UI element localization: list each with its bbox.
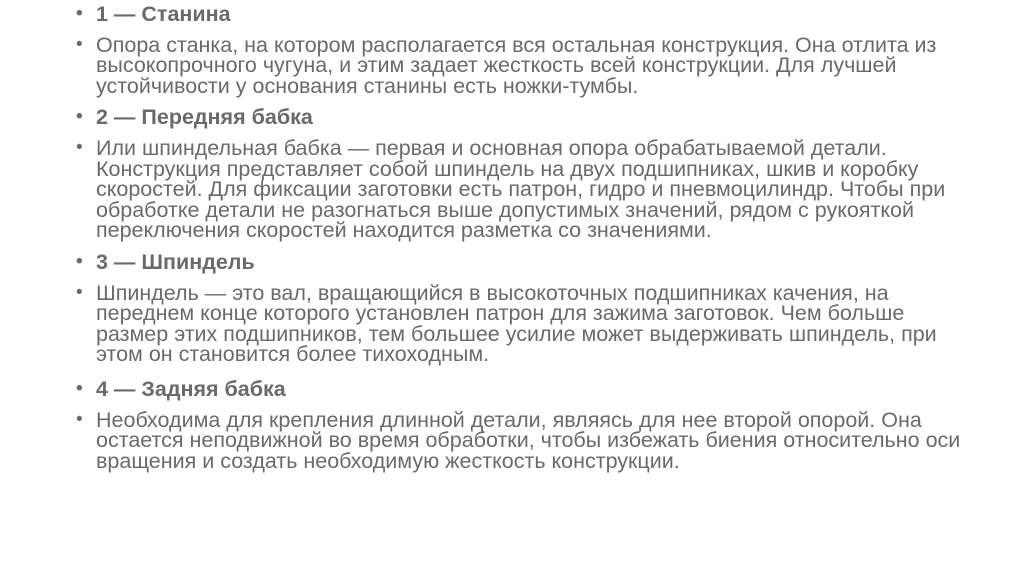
paragraph-front-headstock: [76, 135, 976, 243]
bullet-marker: •: [76, 250, 83, 272]
paragraph-stanina: [76, 32, 976, 98]
bullet-marker: •: [76, 3, 83, 24]
heading-text: 1 — Станина: [96, 2, 231, 26]
paragraph-text: Опора станка, на котором располагается вся остальная конструкция. Она отлита из высокопрочного чугуна, и этим задает жесткость всей конструкции. Для лучшей устойчивости у основания станины есть ножки-тумбы.: [96, 32, 937, 98]
bullet-marker: •: [76, 136, 83, 158]
heading-tailstock: [76, 376, 976, 401]
paragraph-spindle: [76, 280, 976, 367]
heading-text: 4 — Задняя бабка: [96, 376, 286, 401]
heading-stanina: [76, 4, 976, 25]
bullet-marker: •: [76, 106, 83, 128]
heading-text: 2 — Передняя бабка: [96, 105, 313, 130]
bullet-marker: •: [76, 33, 83, 55]
bullet-marker: •: [76, 408, 83, 430]
bullet-list: [76, 4, 976, 485]
heading-spindle: [76, 249, 976, 274]
paragraph-tailstock: [76, 407, 976, 473]
paragraph-text: Или шпиндельная бабка — первая и основная опора обрабатываемой детали. Конструкция представляет собой шпиндель на двух подшипниках, шкив и коробку скоростей. Для фиксации заготовки есть патрон, гидро и пневмоцилиндр. Чтобы при обработке детали не разогнаться выше допустимых значений, рядом с рукояткой переключения скоростей находится разметка со значениями.: [96, 135, 946, 243]
bullet-marker: •: [76, 377, 83, 399]
heading-front-headstock: [76, 107, 976, 128]
heading-text: 3 — Шпиндель: [96, 249, 255, 274]
bullet-marker: •: [76, 281, 83, 303]
paragraph-text: Шпиндель — это вал, вращающийся в высокоточных подшипниках качения, на переднем конце которого установлен патрон для зажима заготовок. Чем больше размер этих подшипников, тем большее усилие может выдерживать шпиндель, при этом он становится более тихоходным.: [96, 280, 937, 367]
paragraph-text: Необходима для крепления длинной детали, являясь для нее второй опорой. Она остается неподвижной во время обработки, чтобы избежать биения относительно оси вращения и создать необходимую жесткость конструкции.: [96, 407, 961, 473]
